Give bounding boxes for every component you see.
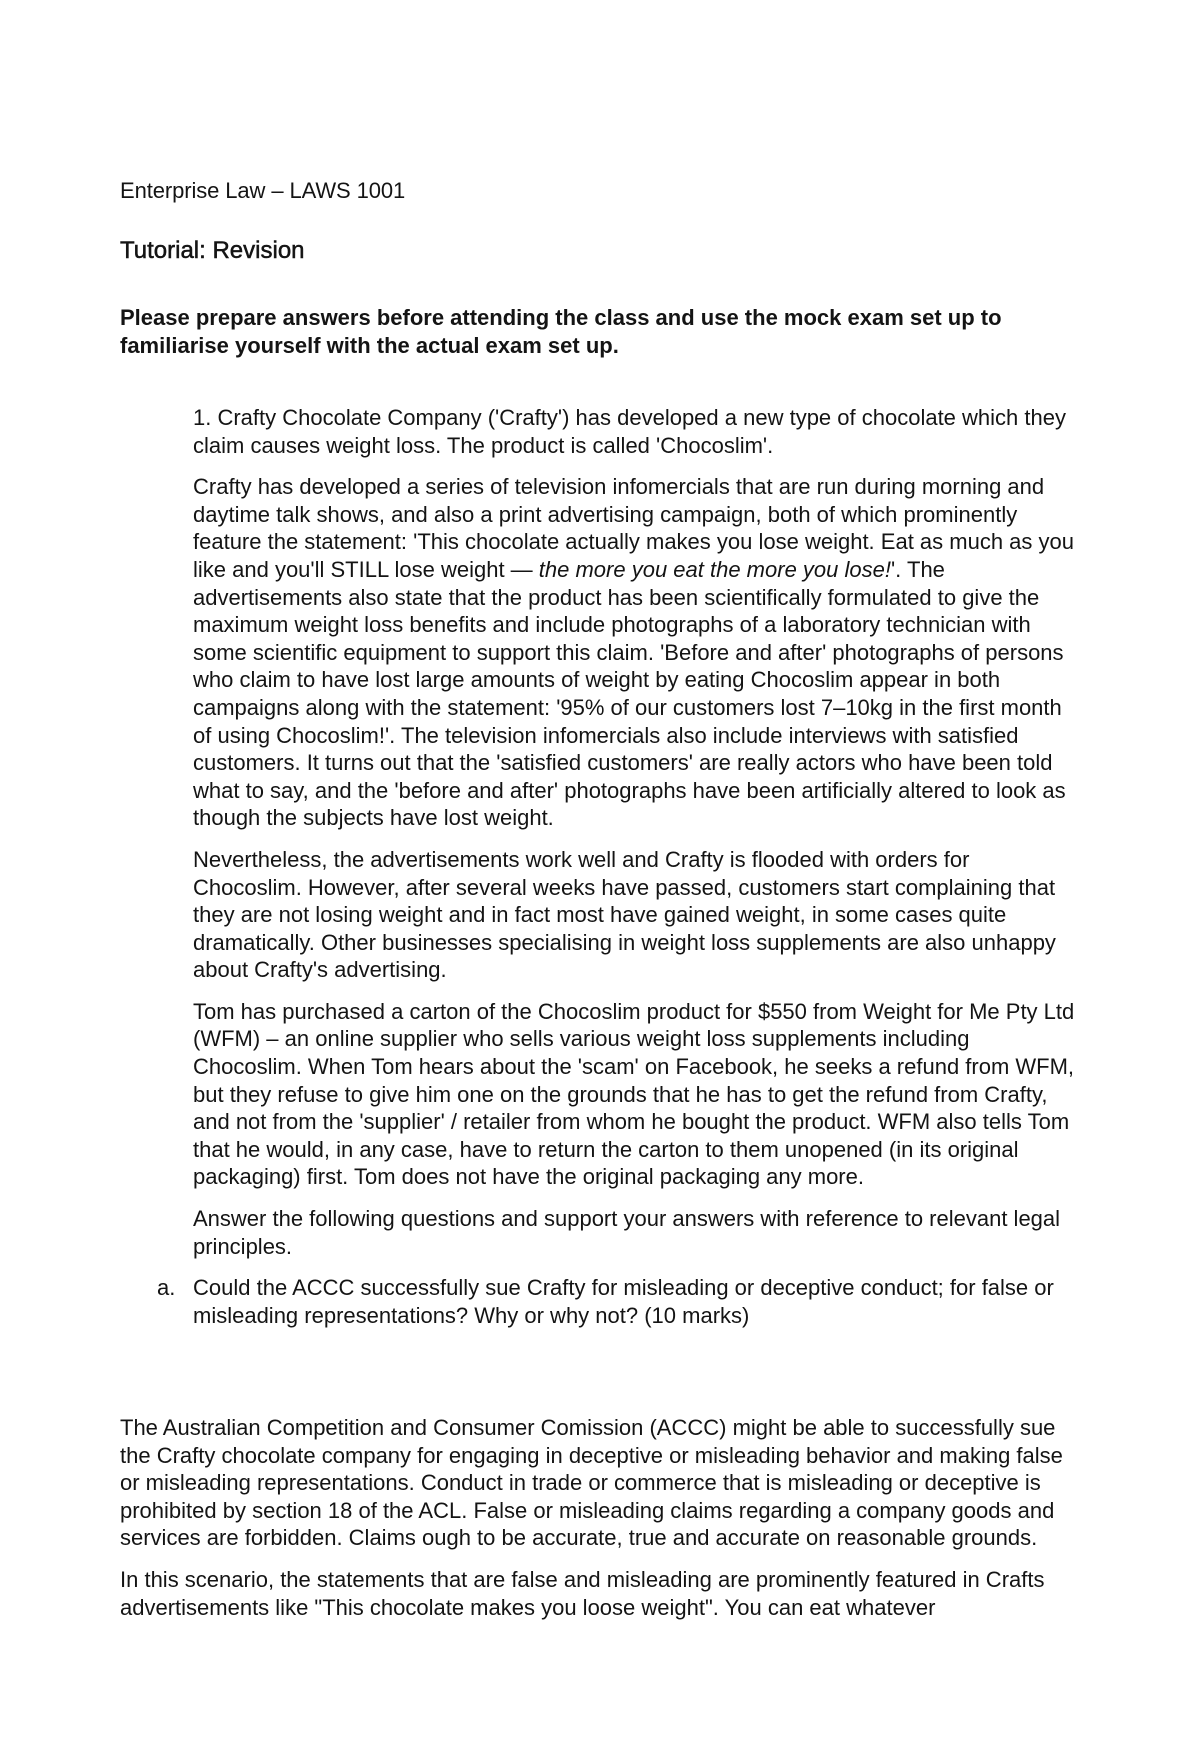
advertising-text-end: '. The advertisements also state that the product has been scientifically formulated to give the maximum weight loss benefits and include photographs of a laboratory technician with some scientific equipment to support this claim. 'Before and after' photographs of persons who claim to have lost large amounts of weight by eating Chocoslim appear in both campaigns along with the statement: '95% of our customers lost 7–10kg in the first month of using Chocoslim!'. The television infomercials also include interviews with satisfied customers. It turns out that the 'satisfied customers' are really actors who have been told what to say, and the 'before and after' photographs have been artificially altered to look as though the subjects have lost weight.: [193, 556, 1066, 831]
question-paragraph-orders: Nevertheless, the advertisements work well and Crafty is flooded with orders for Chocoslim. However, after several weeks have passed, customers start complaining that they are not losing weight and in fact most have gained weight, in some cases quite dramatically. Other businesses specialising in weight loss supplements are also unhappy about Crafty's advertising.: [193, 846, 1056, 983]
question-paragraph-instructions: Answer the following questions and support your answers with reference to relevant legal principles.: [193, 1206, 1061, 1259]
answer-paragraph-2: In this scenario, the statements that are false and misleading are prominently featured in Crafts advertisements like "This chocolate makes you loose weight". You can eat whatever: [120, 1566, 1045, 1620]
instructions-text: Please prepare answers before attending the class and use the mock exam set up to familiarise yourself with the actual exam set up.: [120, 305, 1002, 358]
tutorial-title: Tutorial: Revision: [120, 237, 305, 264]
answer-section: [120, 1414, 1082, 1635]
sub-question-marker: a.: [157, 1275, 176, 1301]
sub-question-text: Could the ACCC successfully sue Crafty for misleading or deceptive conduct; for false or misleading representations? Why or why not? (10 marks): [193, 1275, 1054, 1328]
question-1: [157, 404, 1083, 1343]
question-paragraph-advertising: [193, 473, 1083, 832]
answer-paragraph-1: The Australian Competition and Consumer Comission (ACCC) might be able to successfully sue the Crafty chocolate company for engaging in deceptive or misleading behavior and making false or misleading representations. Conduct in trade or commerce that is misleading or deceptive is prohibited by section 18 of the ACL. False or misleading claims regarding a company goods and services are forbidden. Claims ough to be accurate, true and accurate on reasonable grounds.: [120, 1415, 1063, 1551]
question-intro: 1. Crafty Chocolate Company ('Crafty') has developed a new type of chocolate which they claim causes weight loss. The product is called 'Chocoslim'.: [193, 405, 1066, 458]
advertising-text-start: Crafty has developed a series of television infomercials that are run during morning and daytime talk shows, and also a print advertising campaign, both of which prominently feature the statement: 'This chocolate actually makes you lose weight. Eat as much as you like and you'll STILL lose weight —: [193, 474, 1074, 582]
sub-question-a: [157, 1274, 1083, 1329]
course-title: Enterprise Law – LAWS 1001: [120, 178, 406, 203]
question-paragraph-tom: Tom has purchased a carton of the Chocoslim product for $550 from Weight for Me Pty Ltd (WFM) – an online supplier who sells various weight loss supplements including Chocoslim. When Tom hears about the 'scam' on Facebook, he seeks a refund from WFM, but they refuse to give him one on the grounds that he has to get the refund from Crafty, and not from the 'supplier' / retailer from whom he bought the product. WFM also tells Tom that he would, in any case, have to return the carton to them unopened (in its original packaging) first. Tom does not have the original packaging any more.: [193, 998, 1075, 1190]
advertising-italic-quote: the more you eat the more you lose!: [538, 556, 891, 582]
